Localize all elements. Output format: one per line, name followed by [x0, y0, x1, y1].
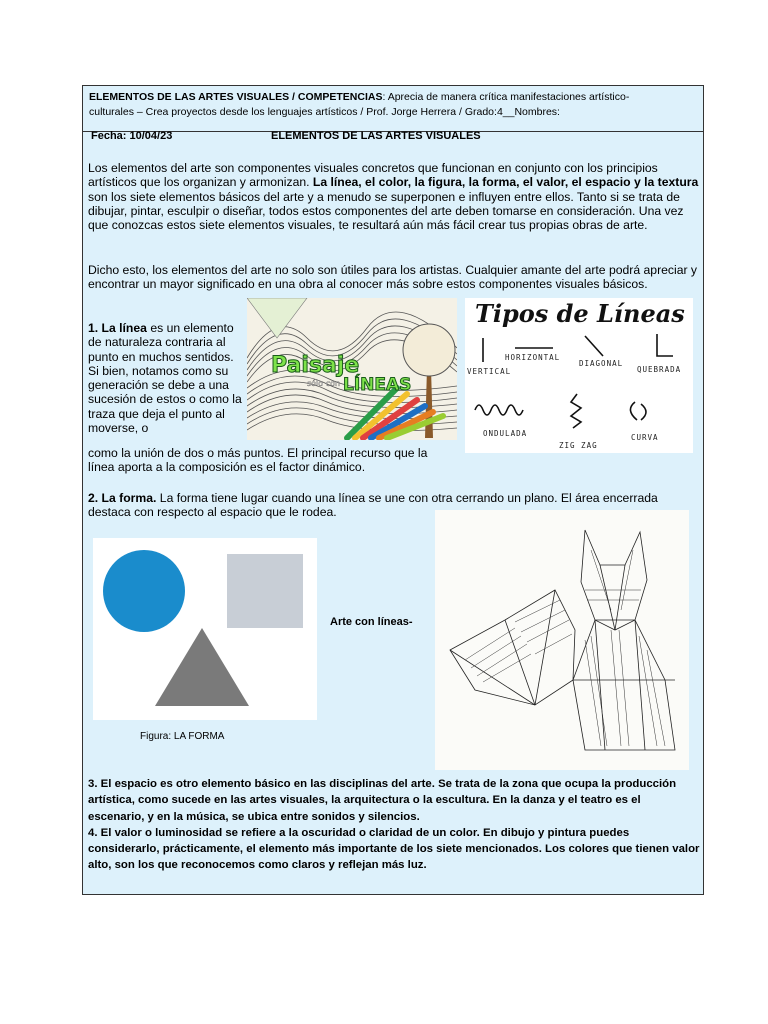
forma-paragraph: 2. La forma. La forma tiene lugar cuando una línea se une con otra cerrando un plano. El área encerrada destaca con respecto al espacio que le rodea.: [88, 491, 658, 520]
tipo-curva-label: CURVA: [631, 433, 659, 442]
paisaje-word: Paisaje: [271, 353, 360, 378]
date-label: Fecha: 10/04/23: [91, 130, 173, 142]
paisaje-word-solo: sólo con: [307, 379, 341, 388]
worksheet-header: [83, 86, 703, 132]
worksheet: [82, 85, 704, 895]
elements-list: La línea, el color, la figura, la forma, el valor, el espacio y la textura: [312, 175, 699, 190]
linea-paragraph-tail: como la unión de dos o más puntos. El principal recurso que la línea aporta a la composición es el factor dinámico.: [88, 446, 428, 475]
second-paragraph: Dicho esto, los elementos del arte no solo son útiles para los artistas. Cualquier amante del arte podrá apreciar y encontrar un mayor significado en una obra al conocer más sobre estos componentes visuales básicos.: [88, 263, 698, 292]
espacio-valor-section: [88, 776, 700, 874]
tipo-diagonal-label: DIAGONAL: [579, 359, 624, 368]
valor-paragraph: 4. El valor o luminosidad se refiere a la oscuridad o claridad de un color. En dibujo y pintura puedes considerarlo, prácticamente, el elemento más importante de los siete mencionados. Los colores que tienen valor alto, son los que reconocemos como claros y reflejan más luz.: [88, 826, 700, 872]
forma-heading: 2. La forma.: [88, 491, 157, 505]
square-shape: [227, 554, 303, 628]
linea-paragraph: 1. La línea es un elemento de naturaleza contraria al punto en muchos sentidos. Si bien, notamos como su generación se debe a una sucesión de estos o como la traza que deja el punto al moverse, o: [88, 321, 242, 436]
circle-shape: [103, 550, 185, 632]
tipo-quebrada-label: QUEBRADA: [637, 365, 682, 374]
paisaje-lineas-image: [247, 298, 457, 440]
fox-line-art-image: [435, 510, 689, 770]
arte-con-lineas-label: Arte con líneas-: [330, 616, 413, 628]
tipo-zigzag-label: ZIG ZAG: [559, 441, 598, 450]
header-competencias: : Aprecia de manera crítica manifestaciones artístico-: [382, 91, 630, 103]
paisaje-word-lineas: LÍNEAS: [343, 375, 412, 395]
tipo-vertical-label: VERTICAL: [467, 367, 512, 376]
espacio-paragraph: 3. El espacio es otro elemento básico en las disciplinas del arte. Se trata de la zona que ocupa la producción artística, como sucede en las artes visuales, la arquitectura o la escultura. En la danza y el teatro es el escenario, y en la música, se ubica entre sonidos y silencios.: [88, 778, 677, 823]
linea-heading: 1. La línea: [88, 321, 147, 335]
header-title: ELEMENTOS DE LAS ARTES VISUALES / COMPETENCIAS: [89, 91, 383, 103]
intro-paragraph: Los elementos del arte son componentes visuales concretos que funcionan en conjunto con los principios artísticos que los organizan y armonizan. La línea, el color, la figura, la forma, el valor, el espacio y la textura son los siete elementos básicos del arte y a menudo se superponen e influyen entre ellos. Tanto si se trata de dibujar, pintar, esculpir o diseñar, todos estos componentes del arte deben tomarse en consideración. Una vez que conozcas estos siete elementos visuales, te resultará aún más fácil crear tus propias obras de arte.: [88, 161, 699, 233]
tipos-de-lineas-image: [465, 298, 693, 453]
document-title: ELEMENTOS DE LAS ARTES VISUALES: [271, 130, 481, 142]
header-line2: culturales – Crea proyectos desde los lenguajes artísticos / Prof. Jorge Herrera / Grado:4__Nombres:: [89, 106, 560, 118]
forma-shapes-image: [93, 538, 317, 720]
tipo-ondulada-label: ONDULADA: [483, 429, 528, 438]
tipo-horizontal-label: HORIZONTAL: [505, 353, 561, 362]
tipos-title: Tipos de Líneas: [475, 299, 685, 328]
forma-caption: Figura: LA FORMA: [140, 731, 225, 742]
